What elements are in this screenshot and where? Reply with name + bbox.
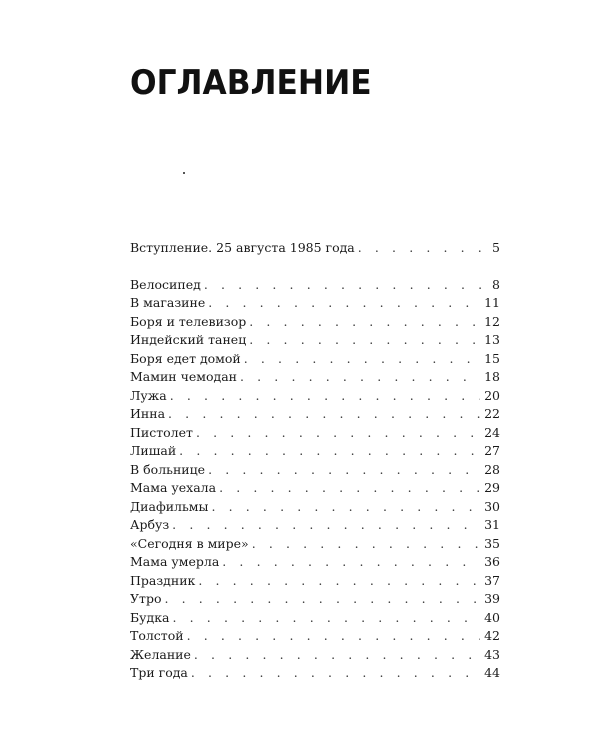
toc-entry-page: 5 — [492, 240, 500, 255]
toc-entry — [130, 277, 500, 296]
toc-entry-intro — [130, 240, 500, 259]
toc-entry-page: 27 — [484, 443, 500, 458]
table-of-contents — [130, 240, 500, 684]
toc-entry-page: 18 — [484, 369, 500, 384]
toc-entry-page: 30 — [484, 498, 500, 514]
toc-entry-title: Индейский танец — [130, 332, 247, 347]
toc-entry-title: Вступление. 25 августа 1985 года — [130, 240, 355, 255]
toc-entry — [130, 517, 500, 536]
dot-leader — [249, 332, 480, 347]
toc-entry-title: Диафильмы — [130, 498, 209, 514]
toc-entry — [130, 351, 500, 370]
toc-entry-title: Три года — [130, 665, 188, 680]
toc-entry-title: Лужа — [130, 387, 167, 403]
dot-leader — [194, 647, 480, 662]
toc-entry-title: Будка — [130, 609, 170, 625]
toc-entry — [130, 425, 500, 444]
dot-leader — [358, 240, 482, 255]
dot-leader — [172, 517, 480, 532]
toc-entry — [130, 536, 500, 555]
toc-entry — [130, 406, 500, 425]
toc-entry-page: 31 — [484, 517, 500, 532]
toc-entry-title: «Сегодня в мире» — [130, 535, 249, 551]
toc-entry — [130, 332, 500, 351]
toc-entry — [130, 665, 500, 684]
toc-entry-page: 24 — [484, 424, 500, 440]
dot-leader — [173, 610, 481, 625]
dot-leader — [168, 406, 480, 421]
toc-entry-page: 37 — [484, 572, 500, 588]
dot-leader — [240, 369, 480, 384]
toc-entry-title: Арбуз — [130, 517, 170, 532]
toc-entry-title: Желание — [130, 646, 191, 662]
toc-entry-page: 42 — [484, 628, 500, 643]
toc-entry — [130, 628, 500, 647]
dot-leader — [170, 388, 480, 403]
dot-leader — [187, 628, 481, 643]
dot-leader — [179, 443, 480, 458]
toc-entry — [130, 647, 500, 666]
toc-entry — [130, 314, 500, 333]
toc-entry — [130, 462, 500, 481]
dot-leader — [191, 665, 480, 680]
toc-entry-page: 35 — [484, 535, 500, 551]
toc-entry-page: 40 — [484, 609, 500, 625]
dot-leader — [211, 499, 480, 514]
toc-entry-title: Боря едет домой — [130, 350, 241, 366]
toc-entry-title: Лишай — [130, 443, 177, 458]
toc-entry-title: Утро — [130, 591, 162, 606]
toc-entry — [130, 369, 500, 388]
toc-entry — [130, 480, 500, 499]
dot-leader — [198, 573, 480, 588]
toc-entry-title: Боря и телевизор — [130, 313, 247, 329]
toc-entry-title: Мама уехала — [130, 480, 217, 495]
dot-leader — [196, 425, 480, 440]
toc-entry-title: Инна — [130, 406, 166, 421]
toc-entry-title: В магазине — [130, 295, 206, 310]
toc-entry — [130, 573, 500, 592]
toc-entry — [130, 499, 500, 518]
toc-entry — [130, 443, 500, 462]
toc-entry-page: 22 — [484, 406, 500, 421]
toc-entry-page: 36 — [484, 554, 500, 569]
dot-leader — [164, 591, 480, 606]
dot-leader — [208, 462, 480, 477]
toc-entry-page: 13 — [484, 332, 500, 347]
dot-leader — [204, 277, 482, 292]
dot-leader — [208, 295, 480, 310]
toc-entry-page: 28 — [484, 461, 500, 477]
toc-entry-title: Мамин чемодан — [130, 369, 238, 384]
toc-entry-page: 12 — [484, 313, 500, 329]
toc-entry-page: 8 — [492, 276, 500, 292]
toc-entry-page: 15 — [484, 350, 500, 366]
dot-leader — [219, 480, 480, 495]
toc-entry — [130, 554, 500, 573]
toc-entry — [130, 295, 500, 314]
toc-entry-page: 29 — [484, 480, 500, 495]
page-title: ОГЛАВЛЕНИЕ — [130, 62, 372, 103]
toc-entry — [130, 591, 500, 610]
toc-entry-title: Праздник — [130, 572, 196, 588]
toc-entry-page: 43 — [484, 646, 500, 662]
toc-entry — [130, 610, 500, 629]
toc-entry-title: Пистолет — [130, 424, 193, 440]
toc-entries-list — [130, 277, 500, 684]
toc-entry-page: 44 — [484, 665, 500, 680]
toc-entry — [130, 388, 500, 407]
dot-leader — [252, 536, 480, 551]
toc-entry-page: 39 — [484, 591, 500, 606]
dot-leader — [222, 554, 480, 569]
toc-entry-title: В больнице — [130, 461, 206, 477]
toc-entry-page: 20 — [484, 387, 500, 403]
toc-entry-title: Толстой — [130, 628, 184, 643]
dot-leader — [249, 314, 480, 329]
dot-leader — [244, 351, 480, 366]
stray-mark — [183, 172, 185, 174]
toc-entry-title: Велосипед — [130, 276, 201, 292]
toc-entry-title: Мама умерла — [130, 554, 220, 569]
toc-entry-page: 11 — [484, 295, 500, 310]
